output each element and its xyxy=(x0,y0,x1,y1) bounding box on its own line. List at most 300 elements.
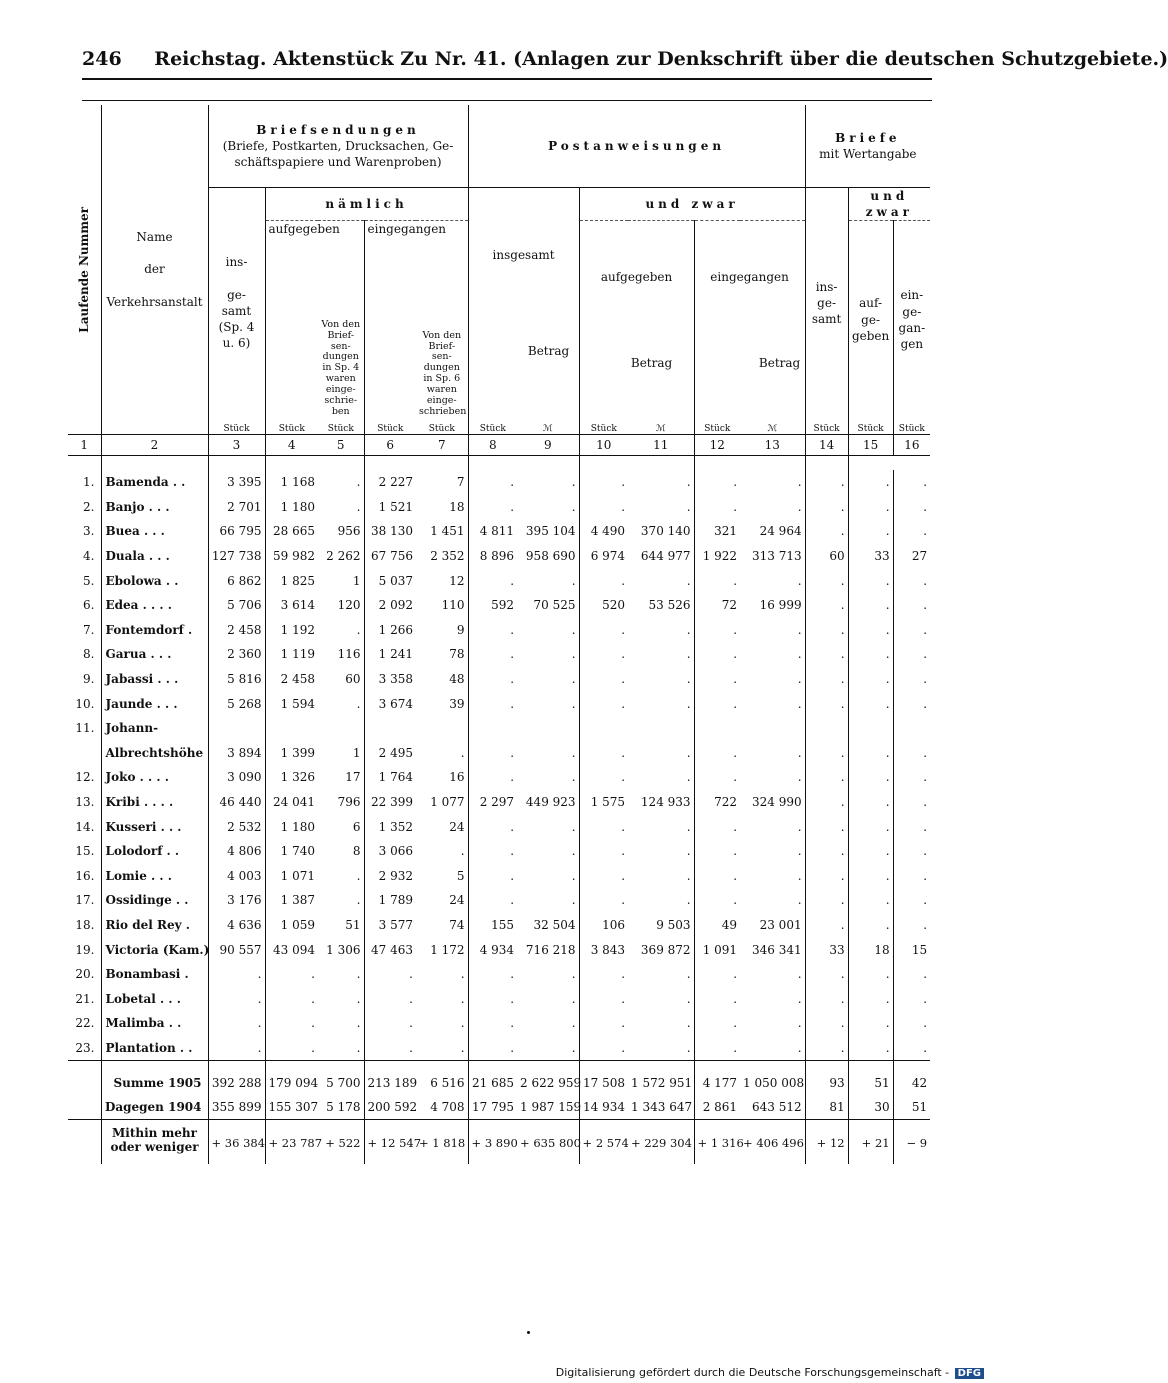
table-row xyxy=(68,495,930,520)
table-row xyxy=(68,1011,930,1036)
value-cell: . xyxy=(628,962,694,987)
column-number: 6 xyxy=(364,435,416,456)
value-cell: . xyxy=(740,691,805,716)
value-cell: . xyxy=(923,499,928,514)
station-name: Victoria (Kam.) xyxy=(101,937,208,962)
value-cell: 2 495 xyxy=(378,745,413,760)
value-cell: . xyxy=(740,839,805,864)
value-cell: 4 003 xyxy=(208,864,265,889)
value-cell: 1 740 xyxy=(280,844,315,859)
column-number-row xyxy=(68,435,930,456)
unit-cell: ℳ xyxy=(740,418,805,435)
value-cell: 4 934 xyxy=(479,942,515,957)
value-cell: . xyxy=(409,967,413,982)
value-cell xyxy=(848,716,893,741)
value-cell: . xyxy=(517,741,579,766)
table-row xyxy=(68,568,930,593)
value-cell: 5 xyxy=(416,864,468,889)
page-mark xyxy=(527,1331,530,1334)
wert-aufgegeben-header: auf- ge- geben xyxy=(848,221,893,418)
table-row xyxy=(68,986,930,1011)
value-cell: 2 932 xyxy=(378,868,413,883)
value-cell: . xyxy=(318,470,364,495)
station-name: Fontemdorf . xyxy=(101,618,208,643)
value-cell: . xyxy=(628,642,694,667)
station-name: Albrechtshöhe xyxy=(101,741,208,766)
briefe-wertangabe-header: Briefe mit Wertangabe xyxy=(805,105,930,188)
value-cell: . xyxy=(733,770,738,785)
value-cell: 1 594 xyxy=(280,696,315,711)
value-cell: 1 399 xyxy=(280,745,315,760)
value-cell: . xyxy=(923,672,928,687)
column-number: 5 xyxy=(318,435,364,456)
value-cell: 1 180 xyxy=(280,499,315,514)
value-cell: . xyxy=(923,573,928,588)
value-cell: 93 xyxy=(805,1061,848,1096)
value-cell: . xyxy=(510,893,515,908)
station-name: Bamenda . . xyxy=(101,470,208,495)
value-cell xyxy=(579,716,628,741)
value-cell: 1 050 008 xyxy=(740,1061,805,1096)
totals-label: Dagegen 1904 xyxy=(101,1095,208,1120)
value-cell: 369 872 xyxy=(628,937,694,962)
value-cell xyxy=(208,716,265,741)
table-row xyxy=(68,864,930,889)
column-number: 15 xyxy=(848,435,893,456)
difference-cell: + 12 547 xyxy=(364,1120,416,1165)
difference-cell: + 406 496 xyxy=(740,1120,805,1165)
value-cell: 6 516 xyxy=(416,1061,468,1096)
value-cell: . xyxy=(733,475,738,490)
value-cell: 51 xyxy=(911,1100,928,1115)
value-cell: . xyxy=(923,622,928,637)
value-cell: 12 xyxy=(416,568,468,593)
value-cell xyxy=(468,716,517,741)
value-cell: 958 690 xyxy=(517,544,579,569)
value-cell: . xyxy=(311,991,315,1006)
value-cell: . xyxy=(208,1036,265,1061)
value-cell: 155 xyxy=(491,917,515,932)
value-cell: 2 227 xyxy=(378,475,413,490)
table-row xyxy=(68,888,930,913)
value-cell: . xyxy=(805,986,848,1011)
value-cell: . xyxy=(517,1011,579,1036)
table-header xyxy=(68,105,930,456)
value-cell: 1 xyxy=(318,568,364,593)
value-cell: . xyxy=(805,913,848,938)
value-cell: . xyxy=(733,499,738,514)
value-cell: . xyxy=(923,1016,928,1031)
value-cell: . xyxy=(628,495,694,520)
difference-cell: + 12 xyxy=(805,1120,848,1165)
post-und-zwar-header: und zwar xyxy=(579,188,805,221)
value-cell: 3 176 xyxy=(208,888,265,913)
row-number: 7. xyxy=(68,618,101,643)
value-cell: 90 557 xyxy=(208,937,265,962)
post-insgesamt-header: insgesamt Betrag xyxy=(468,188,579,419)
column-number: 8 xyxy=(468,435,517,456)
value-cell: . xyxy=(848,913,893,938)
station-name: Joko . . . . xyxy=(101,765,208,790)
value-cell: 2 092 xyxy=(378,598,413,613)
value-cell: 1 192 xyxy=(280,622,315,637)
value-cell: . xyxy=(740,814,805,839)
footer-text: Digitalisierung gefördert durch die Deutsche Forschungsgemeinschaft - xyxy=(555,1366,950,1379)
value-cell: 24 xyxy=(416,814,468,839)
value-cell: . xyxy=(621,475,626,490)
row-number: 22. xyxy=(68,1011,101,1036)
value-cell: 956 xyxy=(318,519,364,544)
spacer-cell xyxy=(468,456,517,471)
station-name: Jabassi . . . xyxy=(101,667,208,692)
value-cell: 4 177 xyxy=(694,1061,740,1096)
value-cell: . xyxy=(848,593,893,618)
value-cell: 78 xyxy=(416,642,468,667)
header-rule xyxy=(82,78,932,80)
value-cell: . xyxy=(510,1040,515,1055)
table-row xyxy=(68,790,930,815)
value-cell: . xyxy=(805,568,848,593)
station-name: Ossidinge . . xyxy=(101,888,208,913)
difference-cell: + 1 316 xyxy=(694,1120,740,1165)
row-number: 12. xyxy=(68,765,101,790)
value-cell: . xyxy=(805,765,848,790)
page-number: 246 xyxy=(82,48,122,70)
value-cell xyxy=(893,716,930,741)
value-cell: 127 738 xyxy=(208,544,265,569)
value-cell: 722 xyxy=(714,795,738,810)
postanweisungen-header: Postanweisungen xyxy=(468,105,805,188)
value-cell: 1 077 xyxy=(416,790,468,815)
value-cell: . xyxy=(740,568,805,593)
value-cell: 30 xyxy=(848,1095,893,1120)
value-cell: . xyxy=(621,819,626,834)
value-cell xyxy=(805,716,848,741)
value-cell: . xyxy=(510,967,515,982)
station-name: Banjo . . . xyxy=(101,495,208,520)
value-cell: . xyxy=(510,499,515,514)
value-cell: 5 037 xyxy=(378,573,413,588)
value-cell: . xyxy=(621,967,626,982)
value-cell: . xyxy=(621,696,626,711)
value-cell: . xyxy=(740,1011,805,1036)
value-cell: . xyxy=(848,962,893,987)
value-cell: 1 172 xyxy=(416,937,468,962)
value-cell: . xyxy=(628,814,694,839)
value-cell: . xyxy=(923,893,928,908)
value-cell: . xyxy=(510,573,515,588)
station-name: Kusseri . . . xyxy=(101,814,208,839)
column-number: 11 xyxy=(628,435,694,456)
value-cell: 321 xyxy=(714,524,738,539)
totals-row xyxy=(68,1061,930,1096)
value-cell: . xyxy=(628,470,694,495)
value-cell: . xyxy=(517,765,579,790)
value-cell: 22 399 xyxy=(371,795,413,810)
value-cell: 9 xyxy=(416,618,468,643)
row-number: 3. xyxy=(68,519,101,544)
value-cell: . xyxy=(416,741,468,766)
value-cell: 23 001 xyxy=(740,913,805,938)
dfg-logo: DFG xyxy=(955,1368,984,1379)
value-cell: . xyxy=(416,839,468,864)
value-cell: . xyxy=(923,770,928,785)
value-cell: . xyxy=(517,888,579,913)
spacer-cell xyxy=(893,456,930,471)
value-cell: . xyxy=(621,893,626,908)
unit-cell: ℳ xyxy=(628,418,694,435)
value-cell: 370 140 xyxy=(628,519,694,544)
spacer-cell xyxy=(517,456,579,471)
value-cell: 6 974 xyxy=(590,549,626,564)
table-row xyxy=(68,618,930,643)
value-cell: 1 xyxy=(318,741,364,766)
table-row xyxy=(68,937,930,962)
difference-cell: − 9 xyxy=(893,1120,930,1165)
value-cell: . xyxy=(805,962,848,987)
value-cell: 1 168 xyxy=(280,475,315,490)
value-cell: . xyxy=(510,475,515,490)
station-name: Lomie . . . xyxy=(101,864,208,889)
value-cell: . xyxy=(628,741,694,766)
value-cell: . xyxy=(733,573,738,588)
value-cell: . xyxy=(740,618,805,643)
value-cell: . xyxy=(805,691,848,716)
value-cell: . xyxy=(510,868,515,883)
row-number: 16. xyxy=(68,864,101,889)
value-cell: 395 104 xyxy=(517,519,579,544)
value-cell: . xyxy=(848,1011,893,1036)
post-eingegangen-header: eingegangen Betrag xyxy=(694,221,805,418)
value-cell: 110 xyxy=(416,593,468,618)
column-number: 2 xyxy=(101,435,208,456)
value-cell: 5 816 xyxy=(208,667,265,692)
value-cell: . xyxy=(923,524,928,539)
value-cell: 120 xyxy=(318,593,364,618)
value-cell: 2 622 959 xyxy=(517,1061,579,1096)
page-header xyxy=(82,48,1168,80)
spacer-cell xyxy=(416,456,468,471)
value-cell: . xyxy=(621,745,626,760)
value-cell: 27 xyxy=(911,549,928,564)
blank-cell xyxy=(68,1120,101,1165)
unit-cell: Stück xyxy=(208,418,265,435)
value-cell: 392 288 xyxy=(208,1061,265,1096)
column-number: 12 xyxy=(694,435,740,456)
value-cell: 116 xyxy=(318,642,364,667)
briefsendungen-header: Briefsendungen (Briefe, Postkarten, Drucksachen, Ge- schäftspapiere und Warenproben) xyxy=(208,105,468,188)
value-cell: 24 xyxy=(416,888,468,913)
value-cell: 3 395 xyxy=(208,470,265,495)
difference-cell: + 229 304 xyxy=(628,1120,694,1165)
value-cell: . xyxy=(848,691,893,716)
value-cell: 1 119 xyxy=(280,647,315,662)
value-cell: 66 795 xyxy=(208,519,265,544)
row-number: 14. xyxy=(68,814,101,839)
value-cell: . xyxy=(923,647,928,662)
unit-cell: Stück xyxy=(590,424,617,434)
value-cell: 106 xyxy=(602,917,626,932)
value-cell: . xyxy=(848,814,893,839)
value-cell: . xyxy=(733,844,738,859)
value-cell: 1 387 xyxy=(280,893,315,908)
blank-cell xyxy=(68,1095,101,1120)
value-cell: 2 352 xyxy=(416,544,468,569)
value-cell: 2 458 xyxy=(208,618,265,643)
value-cell: 15 xyxy=(911,942,928,957)
table-row xyxy=(68,593,930,618)
unit-cell: Stück xyxy=(704,424,731,434)
row-number: 15. xyxy=(68,839,101,864)
spacer-cell xyxy=(208,456,265,471)
value-cell: 48 xyxy=(416,667,468,692)
value-cell: 4 806 xyxy=(208,839,265,864)
value-cell: . xyxy=(517,986,579,1011)
row-number: 20. xyxy=(68,962,101,987)
value-cell: 8 896 xyxy=(479,549,515,564)
eingegangen-header: eingegangen xyxy=(367,222,447,237)
value-cell: 2 701 xyxy=(208,495,265,520)
statistics-table xyxy=(68,105,930,1164)
value-cell: 324 990 xyxy=(740,790,805,815)
table-row xyxy=(68,765,930,790)
value-cell: . xyxy=(517,962,579,987)
value-cell: 2 297 xyxy=(479,795,515,810)
value-cell: 5 706 xyxy=(208,593,265,618)
value-cell: . xyxy=(805,790,848,815)
row-number: 13. xyxy=(68,790,101,815)
value-cell: 6 862 xyxy=(208,568,265,593)
value-cell: 6 xyxy=(318,814,364,839)
value-cell: 5 178 xyxy=(318,1095,364,1120)
value-cell: 24 964 xyxy=(740,519,805,544)
value-cell: . xyxy=(740,986,805,1011)
value-cell: 200 592 xyxy=(367,1100,418,1115)
value-cell: . xyxy=(409,1016,413,1031)
value-cell: 17 xyxy=(318,765,364,790)
value-cell: . xyxy=(805,593,848,618)
value-cell: . xyxy=(318,962,364,987)
value-cell: . xyxy=(848,986,893,1011)
value-cell: 32 504 xyxy=(517,913,579,938)
value-cell: 1 521 xyxy=(378,499,413,514)
value-cell: . xyxy=(848,519,893,544)
spacer-row xyxy=(68,456,930,471)
value-cell: . xyxy=(923,1040,928,1055)
value-cell: . xyxy=(733,868,738,883)
value-cell: . xyxy=(621,844,626,859)
table-row xyxy=(68,470,930,495)
value-cell: . xyxy=(805,495,848,520)
value-cell: . xyxy=(848,888,893,913)
station-name: Johann- xyxy=(101,716,208,741)
value-cell: . xyxy=(923,991,928,1006)
value-cell: . xyxy=(517,1036,579,1061)
value-cell: . xyxy=(621,647,626,662)
value-cell: . xyxy=(848,495,893,520)
value-cell: . xyxy=(510,745,515,760)
value-cell: . xyxy=(733,967,738,982)
value-cell: 51 xyxy=(848,1061,893,1096)
value-cell: . xyxy=(805,888,848,913)
value-cell: . xyxy=(409,991,413,1006)
difference-cell: + 2 574 xyxy=(579,1120,628,1165)
value-cell: . xyxy=(740,741,805,766)
value-cell: . xyxy=(733,672,738,687)
value-cell: . xyxy=(621,499,626,514)
row-number: 19. xyxy=(68,937,101,962)
difference-cell: + 522 xyxy=(318,1120,364,1165)
table-row xyxy=(68,839,930,864)
value-cell: 2 262 xyxy=(318,544,364,569)
value-cell: 3 894 xyxy=(208,741,265,766)
value-cell: . xyxy=(416,962,468,987)
value-cell: 51 xyxy=(318,913,364,938)
value-cell: . xyxy=(318,888,364,913)
row-number: 6. xyxy=(68,593,101,618)
value-cell: 4 708 xyxy=(416,1095,468,1120)
table-row xyxy=(68,962,930,987)
value-cell xyxy=(318,716,364,741)
value-cell: . xyxy=(621,868,626,883)
difference-cell: + 36 384 xyxy=(208,1120,265,1165)
spacer-cell xyxy=(318,456,364,471)
value-cell: . xyxy=(517,864,579,889)
value-cell: 43 094 xyxy=(273,942,315,957)
value-cell: 1 326 xyxy=(280,770,315,785)
table-row xyxy=(68,544,930,569)
value-cell: 1 241 xyxy=(378,647,413,662)
value-cell: 18 xyxy=(848,937,893,962)
value-cell: . xyxy=(733,622,738,637)
value-cell: . xyxy=(628,864,694,889)
value-cell: . xyxy=(311,1016,315,1031)
value-cell: . xyxy=(628,1011,694,1036)
value-cell: 4 636 xyxy=(208,913,265,938)
post-aufgegeben-header: aufgegeben Betrag xyxy=(579,221,694,418)
value-cell: . xyxy=(517,470,579,495)
value-cell: . xyxy=(510,844,515,859)
spacer-cell xyxy=(364,456,416,471)
value-cell: . xyxy=(208,986,265,1011)
table-top-rule xyxy=(82,100,932,101)
difference-cell: + 3 890 xyxy=(468,1120,517,1165)
value-cell: 9 503 xyxy=(628,913,694,938)
spacer-cell xyxy=(101,456,208,471)
station-name: Buea . . . xyxy=(101,519,208,544)
row-number xyxy=(68,741,101,766)
value-cell: 1 091 xyxy=(702,942,738,957)
value-cell: . xyxy=(318,864,364,889)
value-cell: 796 xyxy=(318,790,364,815)
value-cell: . xyxy=(740,888,805,913)
row-number: 9. xyxy=(68,667,101,692)
spacer-cell xyxy=(579,456,628,471)
value-cell: 60 xyxy=(318,667,364,692)
row-number: 1. xyxy=(68,470,101,495)
value-cell: . xyxy=(510,770,515,785)
value-cell: . xyxy=(318,495,364,520)
value-cell: 1 572 951 xyxy=(628,1061,694,1096)
aufgegeben-header: aufgegeben xyxy=(268,222,340,237)
value-cell: . xyxy=(621,1016,626,1031)
value-cell: . xyxy=(733,696,738,711)
value-cell: . xyxy=(805,1036,848,1061)
table-row xyxy=(68,667,930,692)
column-number: 16 xyxy=(893,435,930,456)
value-cell: . xyxy=(805,667,848,692)
value-cell: 74 xyxy=(416,913,468,938)
